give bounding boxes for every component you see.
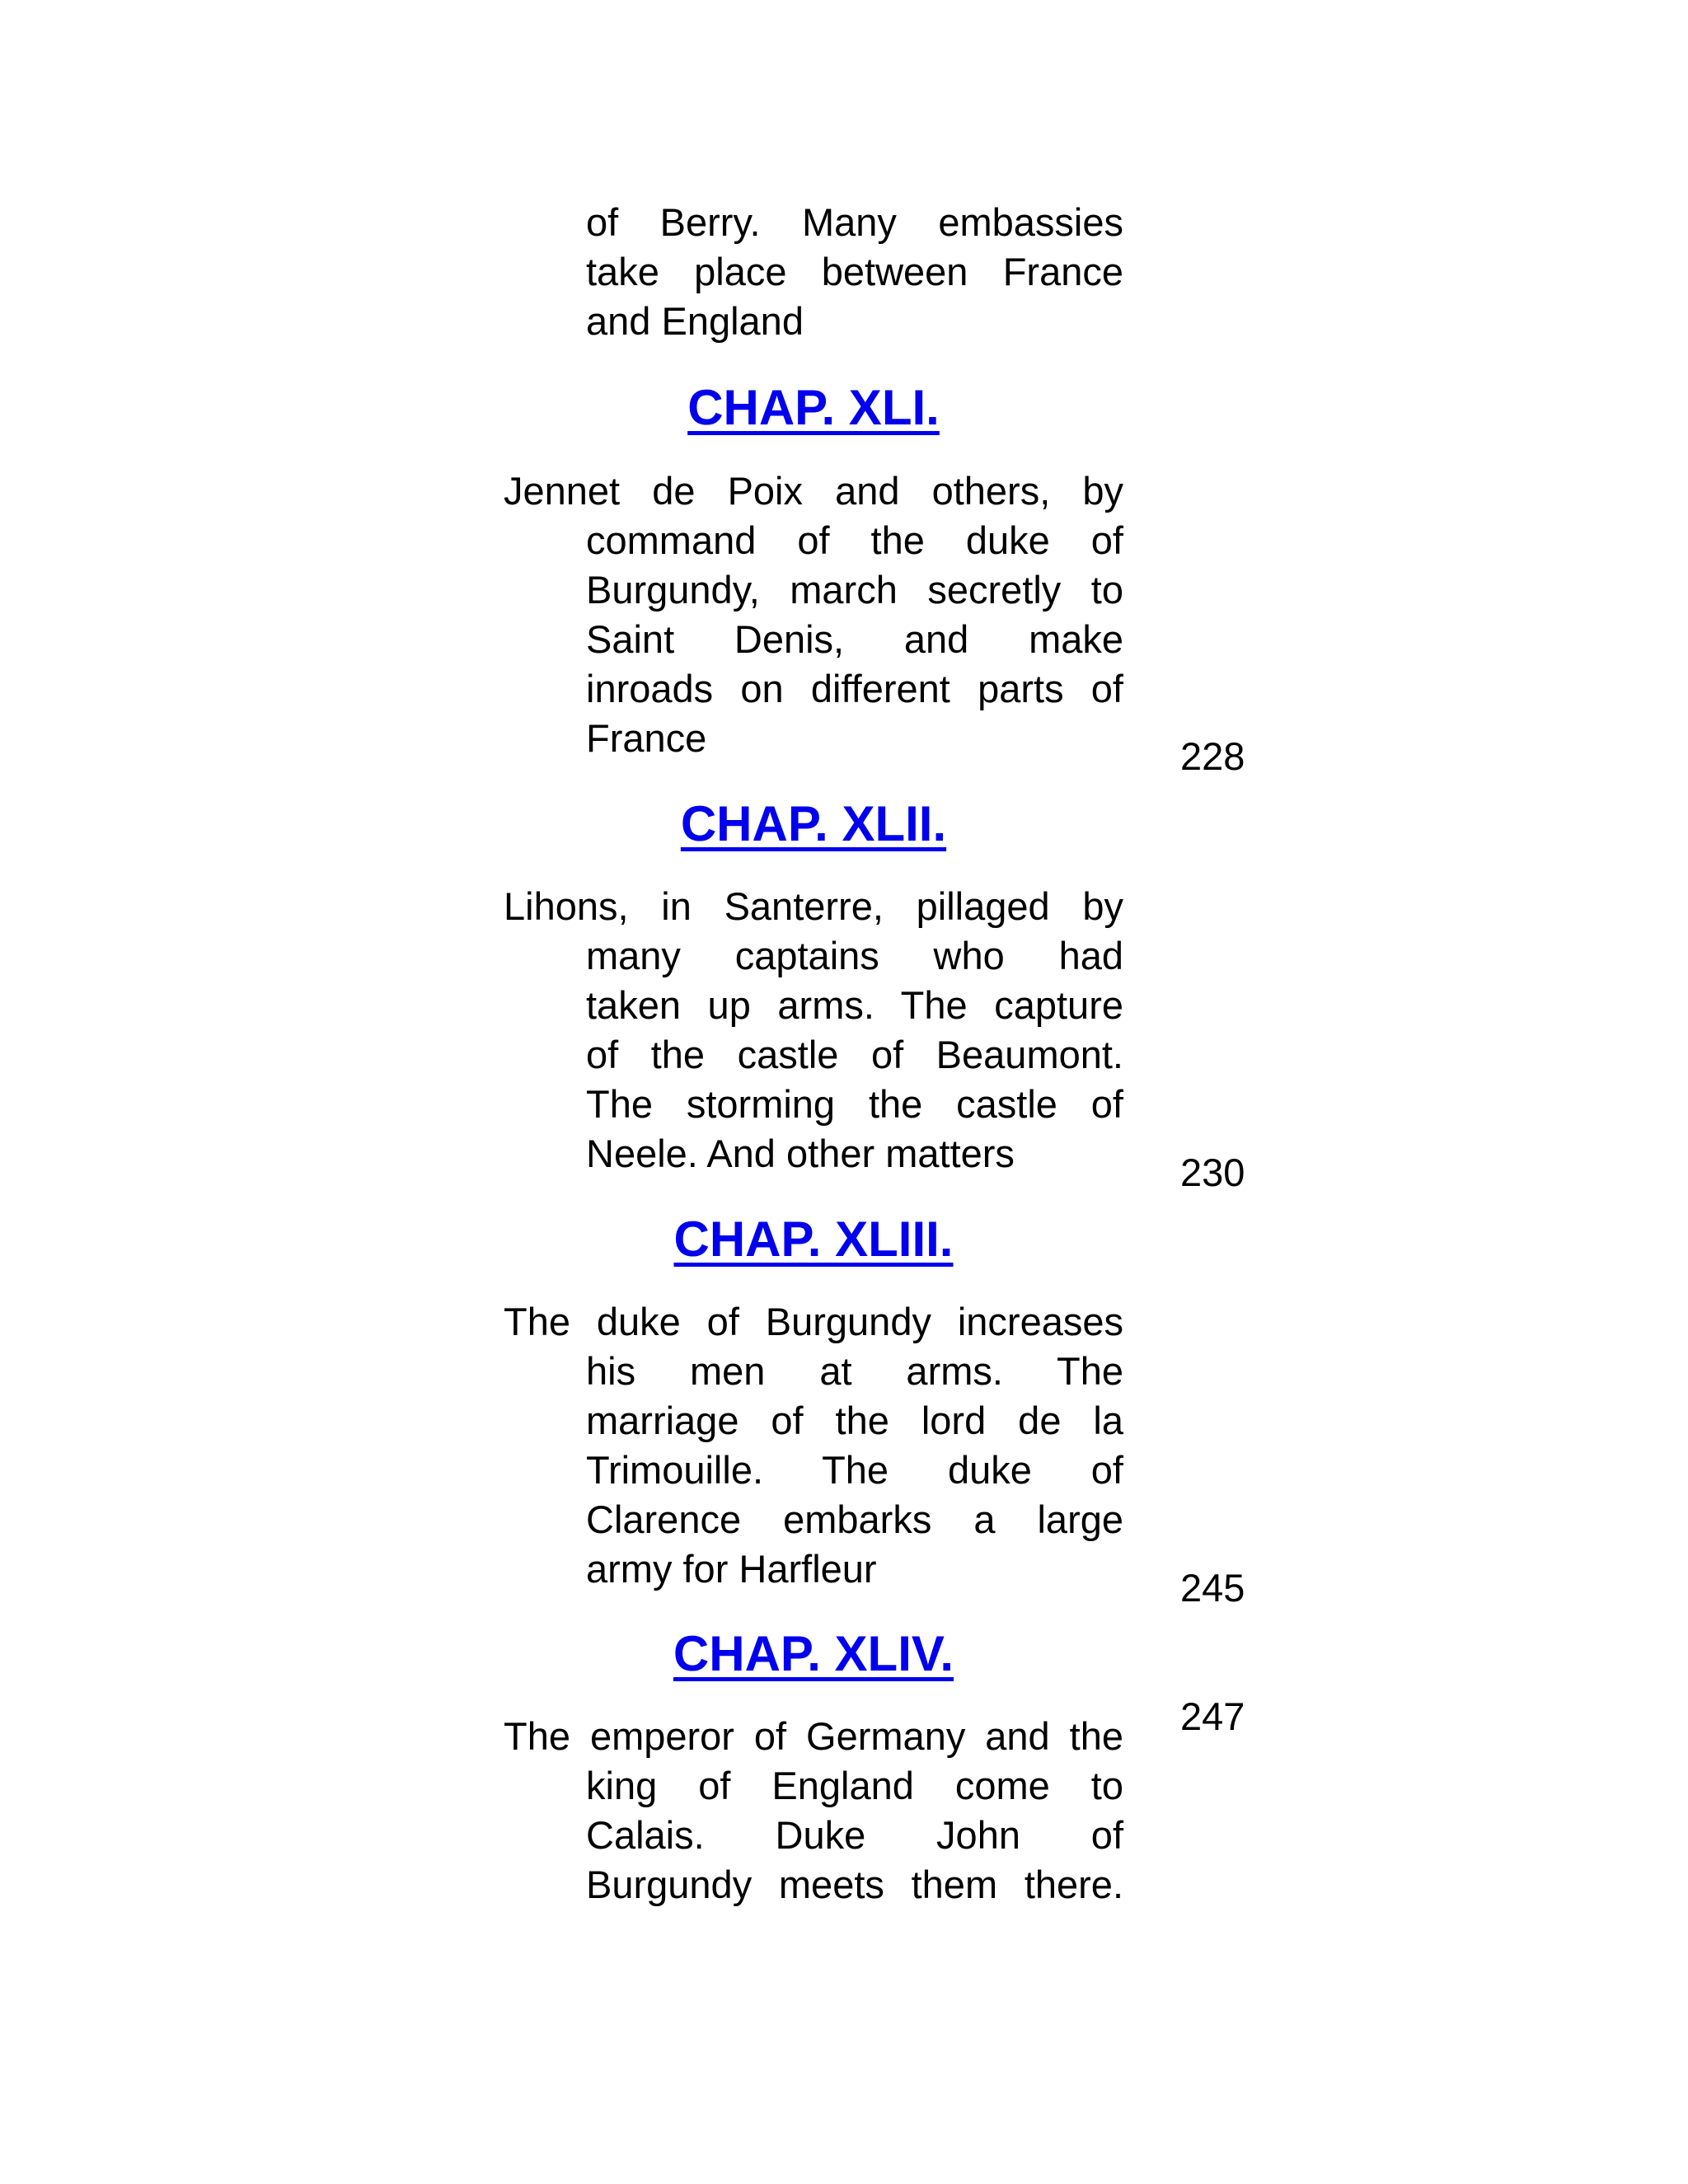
chapter-heading-link[interactable]: CHAP. XLII.	[680, 796, 947, 851]
summary-line: Lihons, in Santerre, pillaged by	[504, 884, 1123, 928]
summary-line: take place between France	[586, 250, 1123, 293]
summary-line: taken up arms. The capture	[586, 983, 1123, 1027]
page-number: 228	[1180, 734, 1245, 778]
page-number: 247	[1180, 1694, 1245, 1738]
summary-line: Neele. And other matters	[586, 1132, 1015, 1175]
summary-line: his men at arms. The	[586, 1349, 1123, 1393]
chapter-heading	[504, 1625, 1123, 1683]
summary-line: command of the duke of	[586, 518, 1123, 562]
chapter-summary	[504, 198, 1123, 346]
summary-line: Burgundy, march secretly to	[586, 568, 1123, 612]
chapter-summary	[504, 882, 1123, 1179]
summary-line: army for Harfleur	[586, 1547, 877, 1591]
chapter-heading	[504, 1211, 1123, 1268]
summary-line: The duke of Burgundy increases	[504, 1300, 1123, 1343]
summary-line: king of England come to	[586, 1764, 1123, 1807]
summary-line: The storming the castle of	[586, 1082, 1123, 1126]
chapter-heading-link[interactable]: CHAP. XLIII.	[673, 1212, 954, 1267]
chapter-summary	[504, 1297, 1123, 1594]
chapter-heading	[504, 379, 1123, 437]
summary-line: and England	[586, 299, 804, 343]
page-number: 245	[1180, 1566, 1245, 1610]
summary-line: Clarence embarks a large	[586, 1497, 1123, 1541]
summary-line: France	[586, 716, 707, 760]
summary-line: Saint Denis, and make	[586, 617, 1123, 661]
summary-line: Trimouille. The duke of	[586, 1448, 1123, 1492]
summary-line: Calais. Duke John of	[586, 1813, 1123, 1857]
summary-line: Burgundy meets them there.	[586, 1863, 1123, 1906]
summary-line: of the castle of Beaumont.	[586, 1033, 1123, 1076]
chapter-heading-link[interactable]: CHAP. XLI.	[687, 380, 940, 435]
chapter-summary	[504, 1712, 1123, 1910]
summary-line: marriage of the lord de la	[586, 1399, 1123, 1442]
chapter-heading	[504, 795, 1123, 853]
page-number: 230	[1180, 1151, 1245, 1194]
summary-line: The emperor of Germany and the	[504, 1714, 1123, 1758]
summary-line: inroads on different parts of	[586, 667, 1123, 710]
summary-line: of Berry. Many embassies	[586, 200, 1123, 244]
summary-line: Jennet de Poix and others, by	[504, 469, 1123, 513]
summary-line: many captains who had	[586, 934, 1123, 977]
chapter-summary	[504, 466, 1123, 763]
chapter-heading-link[interactable]: CHAP. XLIV.	[673, 1626, 954, 1681]
